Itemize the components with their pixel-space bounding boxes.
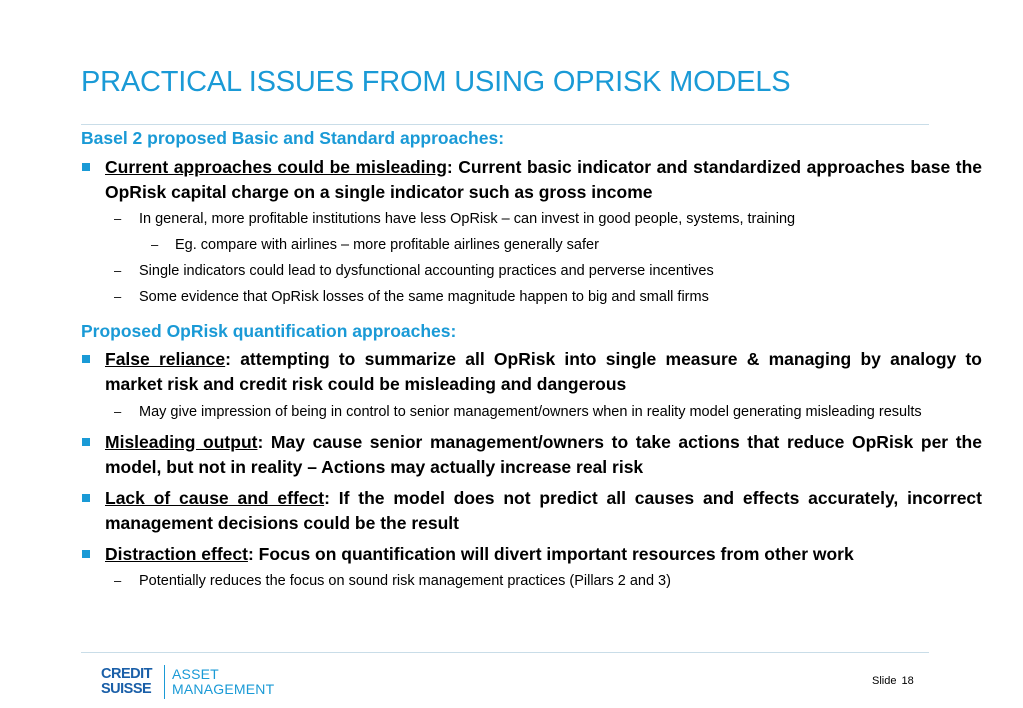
asset-management-logo [172,667,274,697]
footer-divider [81,652,929,653]
section-heading-quantification: Proposed OpRisk quantification approaches: [81,321,457,341]
sub-bullet [81,402,982,422]
slide-number [872,675,914,687]
bullet-text: : Current basic indicator and standardized approaches base the OpRisk capital charge on a single indicator such as gross income [105,157,982,202]
section-heading-basel: Basel 2 proposed Basic and Standard approaches: [81,128,505,148]
sub-bullet-text: In general, more profitable institutions have less OpRisk – can invest in good people, systems, training [139,211,796,227]
bullet-text: : May cause senior management/owners to take actions that reduce OpRisk per the model, but not in reality – Actions may actually increase real risk [105,432,982,477]
bullet-term: Misleading output [105,432,258,452]
sub-bullet-text: Single indicators could lead to dysfunctional accounting practices and perverse incentives [139,263,714,279]
bullet-misleading-output [81,430,982,480]
dash-bullet-icon: – [114,211,122,226]
sub-bullet [81,209,982,229]
slide-label: Slide [872,675,897,687]
bullet-term: Distraction effect [105,544,248,564]
bullet-term: Current approaches could be misleading [105,157,447,177]
sub-bullet [81,571,982,591]
logo-word-asset: ASSET [172,666,219,682]
credit-suisse-logo [101,667,161,697]
slide-title: PRACTICAL ISSUES FROM USING OPRISK MODELS [81,66,791,98]
bullet-text: : If the model does not predict all causes and effects accurately, incorrect management decisions could be the result [105,488,982,533]
slide-body [81,127,982,591]
bullet-false-reliance [81,347,982,397]
sub-bullet [81,261,982,281]
bullet-term: False reliance [105,349,226,369]
bullet-term: Lack of cause and effect [105,488,325,508]
bullet-text: : Focus on quantification will divert important resources from other work [247,544,854,564]
slide-number-value: 18 [901,675,914,687]
dash-bullet-icon: – [114,289,122,304]
square-bullet-icon [82,355,90,363]
sub-bullet-text: May give impression of being in control to senior management/owners when in reality model generating misleading results [139,404,922,420]
sub-sub-bullet [81,235,982,255]
sub-bullet-text: Potentially reduces the focus on sound risk management practices (Pillars 2 and 3) [139,573,671,589]
sub-bullet-text: Some evidence that OpRisk losses of the same magnitude happen to big and small firms [139,289,709,305]
dash-bullet-icon: – [114,573,122,588]
logo-word-suisse: SUISSE [101,681,152,697]
square-bullet-icon [82,438,90,446]
bullet-distraction-effect [81,542,982,567]
bullet-text: : attempting to summarize all OpRisk into single measure & managing by analogy to market risk and credit risk could be misleading and dangerous [105,349,982,394]
bullet-lack-of-cause-and-effect [81,486,982,536]
square-bullet-icon [82,550,90,558]
sub-sub-bullet-text: Eg. compare with airlines – more profitable airlines generally safer [175,237,599,253]
dash-bullet-icon: – [114,404,122,419]
logo-word-management: MANAGEMENT [172,681,275,697]
sub-bullet [81,287,982,307]
logo-word-credit: CREDIT [101,666,152,682]
square-bullet-icon [82,163,90,171]
title-divider [81,124,929,125]
square-bullet-icon [82,494,90,502]
bullet-current-approaches [81,155,982,205]
logo-separator [164,665,165,699]
dash-bullet-icon: – [114,263,122,278]
dash-bullet-icon: – [151,237,159,252]
